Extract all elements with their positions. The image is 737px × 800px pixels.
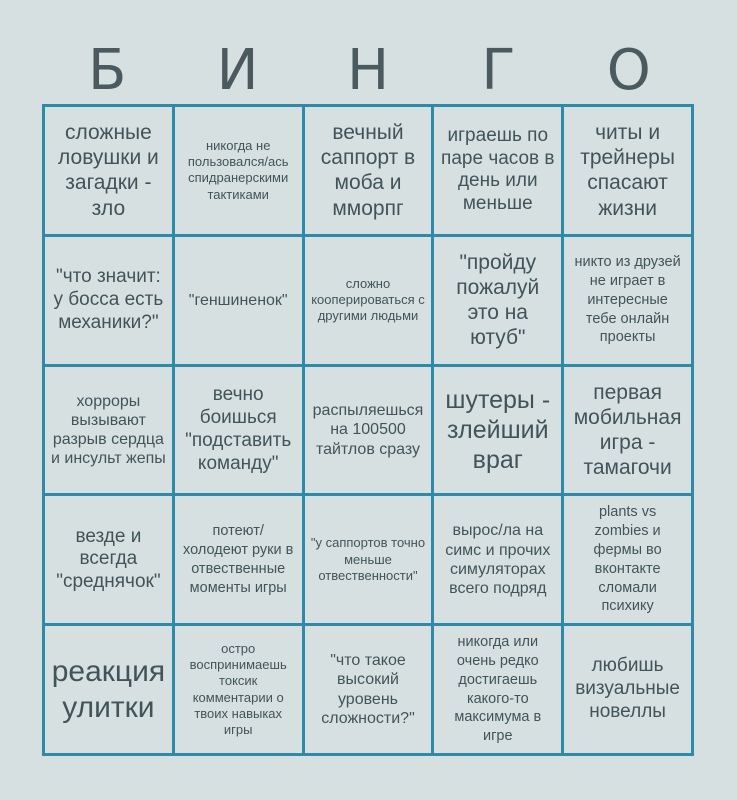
bingo-cell-r2c3[interactable]: шутеры - злейший враг xyxy=(434,367,561,494)
bingo-grid xyxy=(42,104,694,756)
bingo-cell-r3c1[interactable]: потеют/холодеют руки в отвественные моменты игры xyxy=(175,496,302,623)
bingo-cell-r4c1[interactable]: остро воспринимаешь токсик комментарии о твоих навыках игры xyxy=(175,626,302,753)
bingo-cell-r2c4[interactable]: первая мобильная игра - тамагочи xyxy=(564,367,691,494)
bingo-cell-r1c2[interactable]: сложно кооперироваться с другими людьми xyxy=(305,237,432,364)
header-letter-g: Г xyxy=(481,38,516,103)
bingo-cell-r2c0[interactable]: хорроры вызывают разрыв сердца и инсульт жепы xyxy=(45,367,172,494)
header-letter-b: Б xyxy=(87,38,127,103)
header-letter-n: Н xyxy=(346,38,390,103)
bingo-cell-r0c1[interactable]: никогда не пользовался/ась спидранерскими тактиками xyxy=(175,107,302,234)
bingo-header xyxy=(42,40,694,102)
bingo-cell-r3c4[interactable]: plants vs zombies и фермы во вконтакте сломали психику xyxy=(564,496,691,623)
bingo-cell-r0c0[interactable]: сложные ловушки и загадки - зло xyxy=(45,107,172,234)
bingo-cell-r1c3[interactable]: "пройду пожалуй это на ютуб" xyxy=(434,237,561,364)
bingo-cell-r1c4[interactable]: никто из друзей не играет в интересные тебе онлайн проекты xyxy=(564,237,691,364)
bingo-cell-r2c1[interactable]: вечно боишься "подставить команду" xyxy=(175,367,302,494)
bingo-cell-r4c4[interactable]: любишь визуальные новеллы xyxy=(564,626,691,753)
bingo-cell-r0c3[interactable]: играешь по паре часов в день или меньше xyxy=(434,107,561,234)
header-letter-o: О xyxy=(606,38,651,103)
header-letter-i: И xyxy=(216,38,259,103)
bingo-cell-r1c1[interactable]: "геншиненок" xyxy=(175,237,302,364)
bingo-cell-r1c0[interactable]: "что значит: у босса есть механики?" xyxy=(45,237,172,364)
bingo-cell-r0c4[interactable]: читы и трейнеры спасают жизни xyxy=(564,107,691,234)
bingo-cell-r4c0[interactable]: реакция улитки xyxy=(45,626,172,753)
bingo-cell-r4c2[interactable]: "что такое высокий уровень сложности?" xyxy=(305,626,432,753)
bingo-cell-r3c0[interactable]: везде и всегда "среднячок" xyxy=(45,496,172,623)
bingo-cell-r2c2[interactable]: распыляешься на 100500 тайтлов сразу xyxy=(305,367,432,494)
bingo-cell-r3c3[interactable]: вырос/ла на симс и прочих симуляторах всего подряд xyxy=(434,496,561,623)
bingo-cell-r0c2[interactable]: вечный саппорт в моба и мморпг xyxy=(305,107,432,234)
bingo-cell-r3c2[interactable]: "у саппортов точно меньше отвественности" xyxy=(305,496,432,623)
bingo-cell-r4c3[interactable]: никогда или очень редко достигаешь какого-то максимума в игре xyxy=(434,626,561,753)
